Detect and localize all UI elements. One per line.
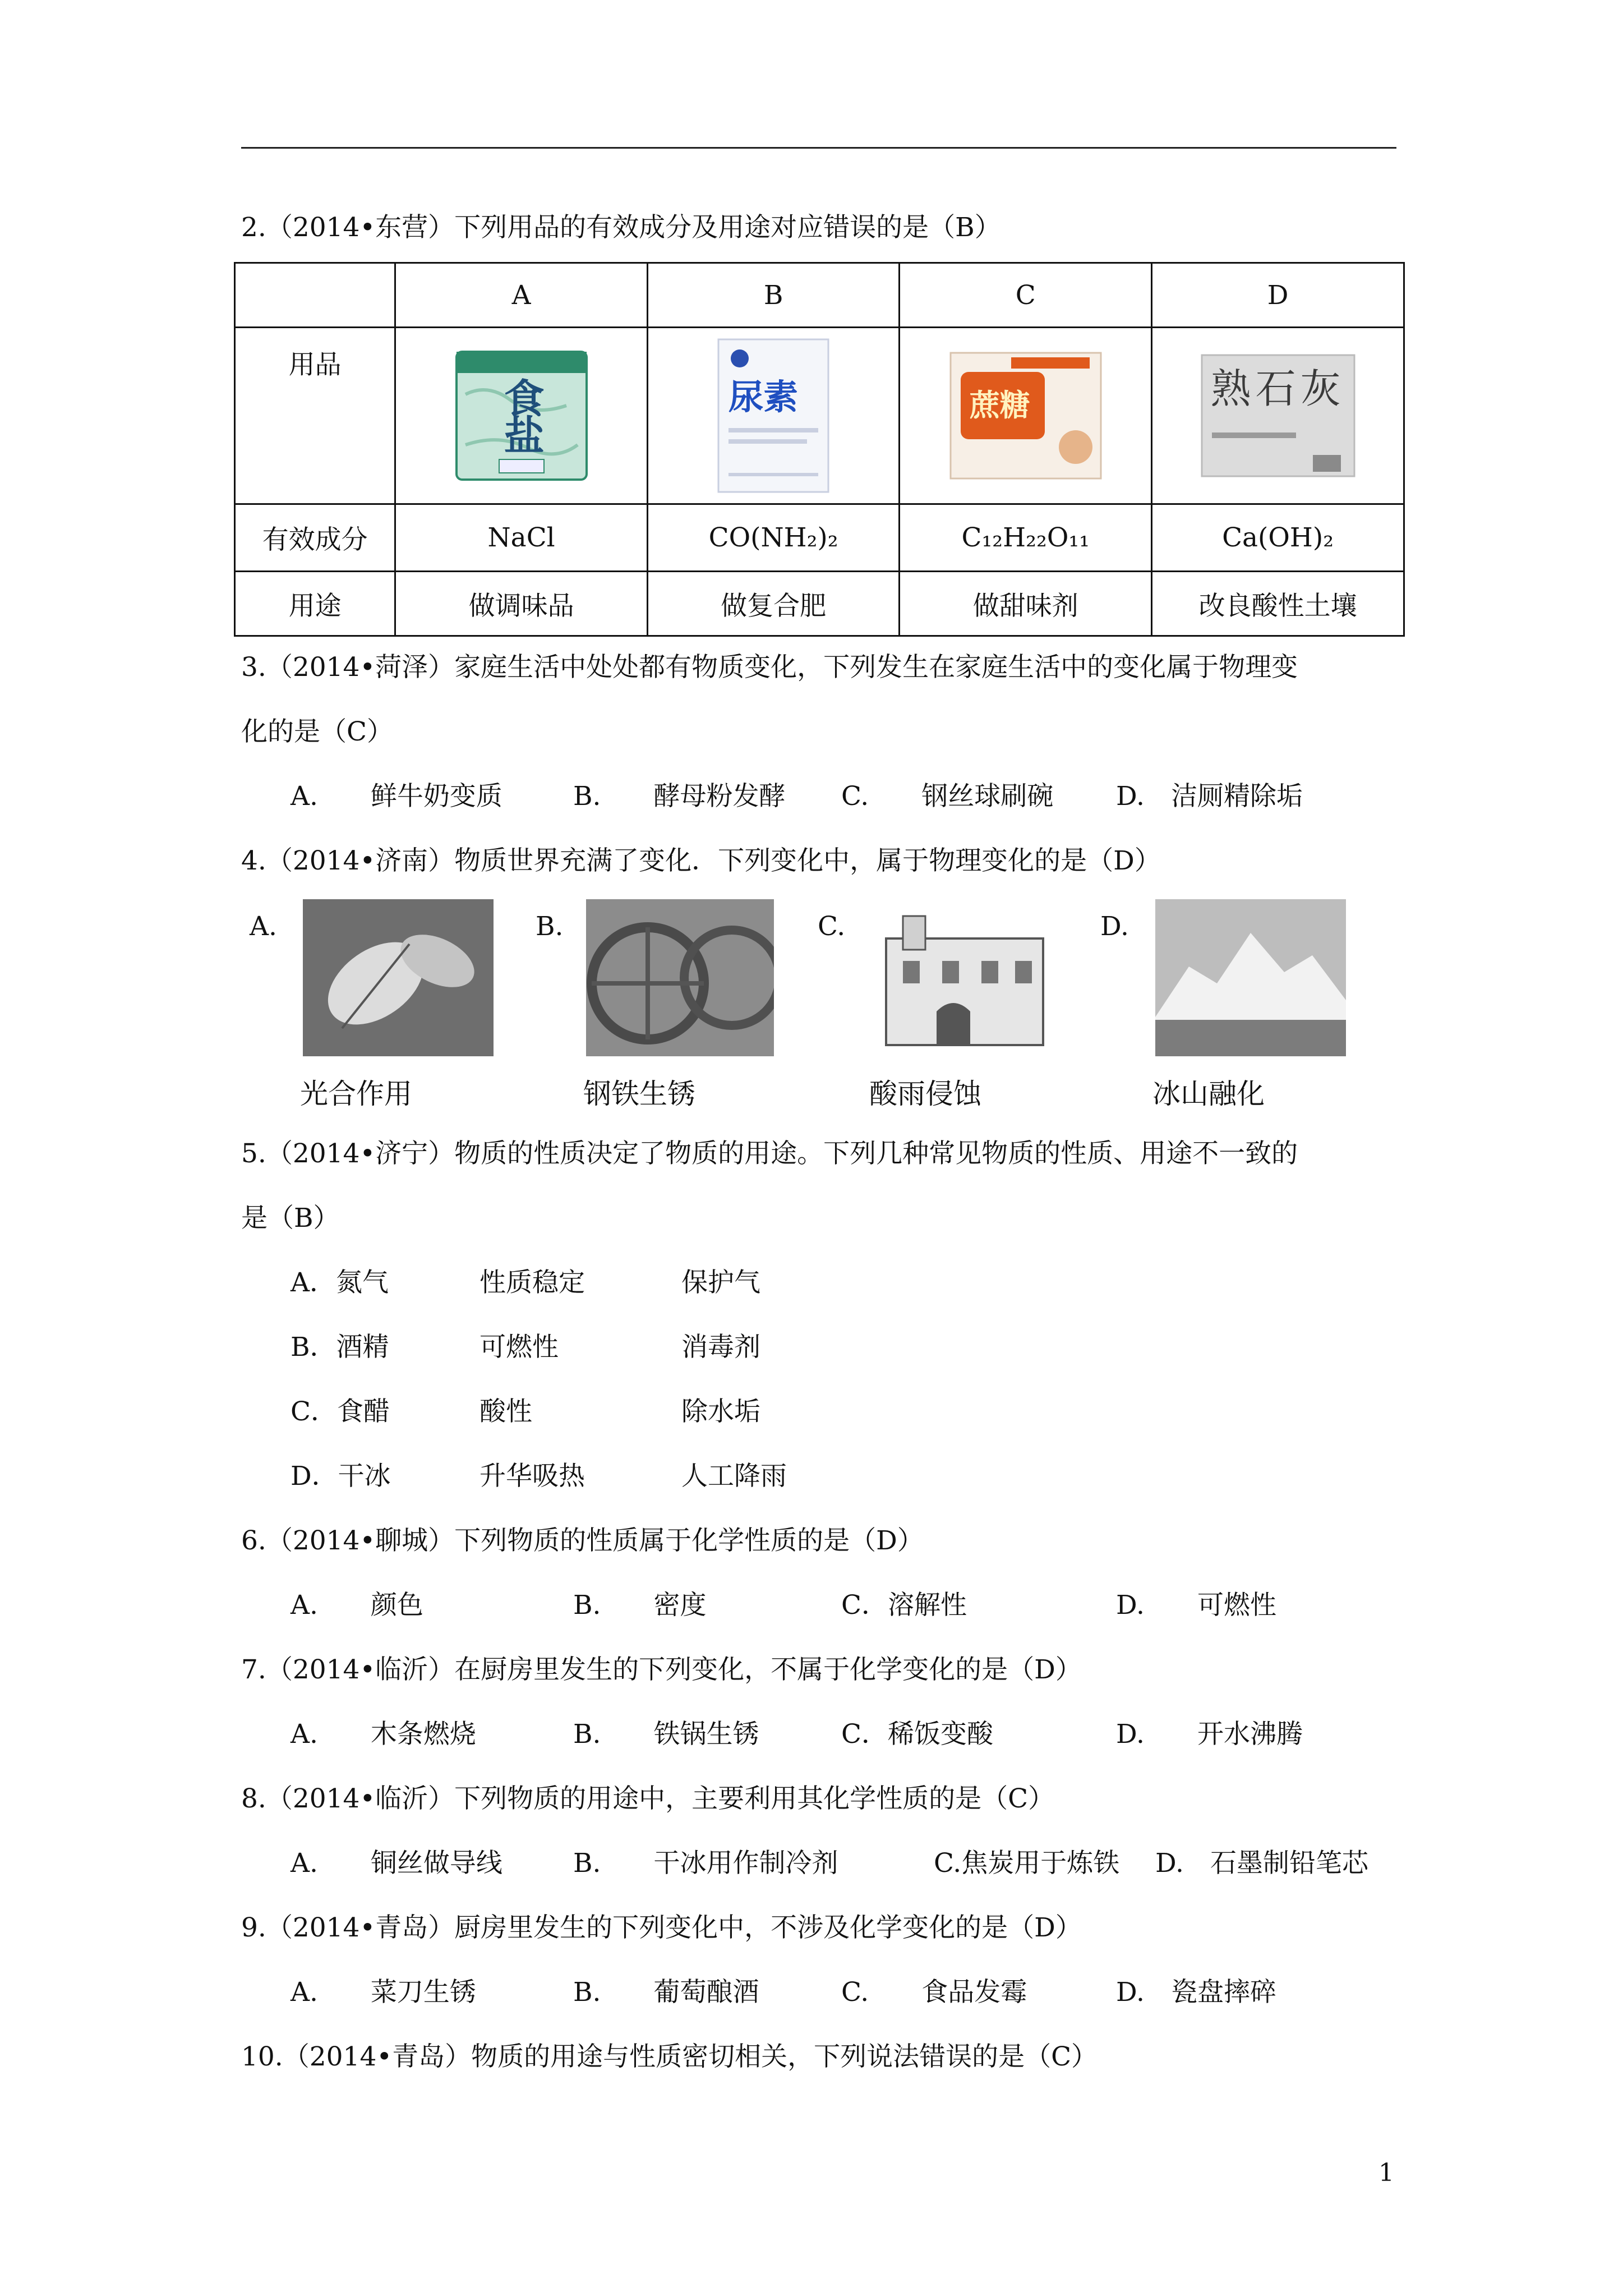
photosynthesis-leaf-photo — [303, 899, 494, 1056]
q6-option-a: A. 颜色 — [291, 1590, 423, 1621]
q4-caption-b: 钢铁生锈 — [583, 1078, 695, 1110]
q3-option-b: B. 酵母粉发酵 — [573, 781, 786, 812]
q3-option-c: C. 钢丝球刷碗 — [841, 781, 1054, 812]
q4-label-d: D. — [1100, 911, 1129, 942]
q3-option-d: D. 洁厕精除垢 — [1116, 781, 1303, 812]
q3-stem-line1: 3.（2014•菏泽）家庭生活中处处都有物质变化，下列发生在家庭生活中的变化属于物理变 — [241, 652, 1298, 683]
q4-label-c: C. — [818, 911, 846, 942]
q5-option-d-name: D．干冰 — [291, 1461, 391, 1492]
q5-option-b-name: B．酒精 — [291, 1332, 389, 1363]
q2-use-c: 做甜味剂 — [900, 572, 1152, 636]
acid-rain-building-photo — [869, 899, 1057, 1056]
q5-option-a-property: 性质稳定 — [479, 1267, 585, 1298]
q8-option-a: A. 铜丝做导线 — [291, 1848, 502, 1879]
q7-option-d: D. 开水沸腾 — [1116, 1719, 1303, 1750]
q2-stem: 2.（2014•东营）下列用品的有效成分及用途对应错误的是（B） — [241, 212, 1001, 243]
q5-option-b-property: 可燃性 — [479, 1332, 559, 1363]
q2-use-d: 改良酸性土壤 — [1152, 572, 1404, 636]
urea-package-text: 尿素 — [728, 376, 799, 417]
q9-option-a: A. 菜刀生锈 — [291, 1977, 476, 2008]
q2-component-b: CO(NH₂)₂ — [647, 504, 899, 572]
salt-package-text: 食盐 — [504, 375, 545, 459]
q3-option-a: A. 鲜牛奶变质 — [291, 781, 502, 812]
q5-stem-line1: 5.（2014•济宁）物质的性质决定了物质的用途。下列几种常见物质的性质、用途不一致的 — [241, 1138, 1298, 1169]
sugar-package-text: 蔗糖 — [969, 388, 1030, 423]
q5-option-c-property: 酸性 — [479, 1396, 532, 1427]
q8-option-c: C.焦炭用于炼铁 — [934, 1848, 1120, 1879]
q8-option-b: B. 干冰用作制冷剂 — [573, 1848, 838, 1879]
q2-component-d: Ca(OH)₂ — [1152, 504, 1404, 572]
q7-option-b: B. 铁锅生锈 — [573, 1719, 759, 1750]
q2-component-c: C₁₂H₂₂O₁₁ — [900, 504, 1152, 572]
q2-header-b: B — [647, 263, 899, 328]
q4-label-a: A. — [250, 911, 277, 942]
q9-stem: 9.（2014•青岛）厨房里发生的下列变化中，不涉及化学变化的是（D） — [241, 1912, 1082, 1943]
page-number: 1 — [1378, 2159, 1394, 2187]
q5-option-c-name: C．食醋 — [291, 1396, 390, 1427]
q2-component-a: NaCl — [395, 504, 648, 572]
q9-option-c: C. 食品发霉 — [841, 1977, 1027, 2008]
q2-header-blank — [235, 263, 395, 328]
q2-product-c — [900, 328, 1152, 504]
salt-package-icon — [454, 349, 589, 482]
q4-caption-c: 酸雨侵蚀 — [869, 1078, 981, 1110]
q5-option-d-use: 人工降雨 — [681, 1461, 787, 1492]
slaked-lime-package-icon — [1201, 354, 1355, 477]
q2-table — [234, 262, 1405, 637]
slaked-lime-package-text: 熟石灰 — [1210, 365, 1345, 412]
header-rule — [241, 147, 1396, 149]
q5-option-c-use: 除水垢 — [681, 1396, 760, 1427]
q7-option-a: A. 木条燃烧 — [291, 1719, 476, 1750]
q2-use-b: 做复合肥 — [647, 572, 899, 636]
urea-package-icon — [717, 338, 829, 493]
rusty-steel-photo — [586, 899, 774, 1056]
q6-option-b: B. 密度 — [573, 1590, 707, 1621]
q5-option-a-name: A．氮气 — [291, 1267, 389, 1298]
q2-row-component-label: 有效成分 — [235, 504, 395, 572]
q4-caption-a: 光合作用 — [300, 1078, 412, 1110]
q7-stem: 7.（2014•临沂）在厨房里发生的下列变化，不属于化学变化的是（D） — [241, 1654, 1082, 1685]
q9-option-b: B. 葡萄酿酒 — [573, 1977, 759, 2008]
q4-label-b: B. — [536, 911, 564, 942]
q5-option-d-property: 升华吸热 — [479, 1461, 585, 1492]
q2-product-b — [647, 328, 899, 504]
q6-stem: 6.（2014•聊城）下列物质的性质属于化学性质的是（D） — [241, 1525, 924, 1556]
q10-stem: 10.（2014•青岛）物质的用途与性质密切相关，下列说法错误的是（C） — [241, 2041, 1098, 2072]
q2-product-d — [1152, 328, 1404, 504]
q4-stem: 4.（2014•济南）物质世界充满了变化．下列变化中，属于物理变化的是（D） — [241, 845, 1161, 876]
iceberg-melting-photo — [1155, 899, 1346, 1056]
q2-use-a: 做调味品 — [395, 572, 648, 636]
q6-option-c: C．溶解性 — [841, 1590, 967, 1621]
q9-option-d: D. 瓷盘摔碎 — [1116, 1977, 1276, 2008]
q2-header-c: C — [900, 263, 1152, 328]
q3-stem-line2: 化的是（C） — [241, 716, 393, 747]
q8-stem: 8.（2014•临沂）下列物质的用途中，主要利用其化学性质的是（C） — [241, 1783, 1055, 1814]
q4-caption-d: 冰山融化 — [1152, 1078, 1265, 1110]
q8-option-d: D. 石墨制铅笔芯 — [1155, 1848, 1368, 1879]
q2-product-a — [395, 328, 648, 504]
q2-header-a: A — [395, 263, 648, 328]
sugar-package-icon — [949, 352, 1102, 480]
q5-option-b-use: 消毒剂 — [681, 1332, 760, 1363]
q7-option-c: C．稀饭变酸 — [841, 1719, 993, 1750]
q5-stem-line2: 是（B） — [241, 1203, 340, 1234]
q6-option-d: D. 可燃性 — [1116, 1590, 1276, 1621]
q2-row-product-label: 用品 — [235, 328, 395, 504]
q2-row-use-label: 用途 — [235, 572, 395, 636]
q2-header-d: D — [1152, 263, 1404, 328]
q5-option-a-use: 保护气 — [681, 1267, 760, 1298]
